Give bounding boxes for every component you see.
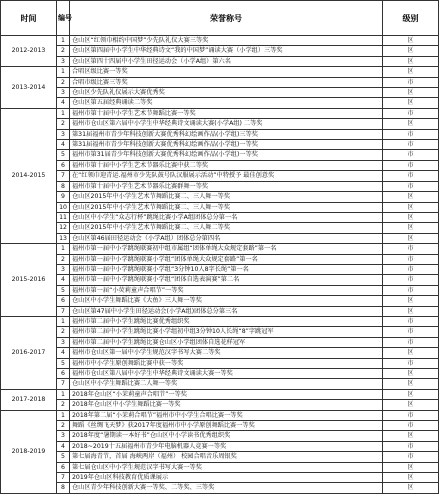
number-cell: 1: [57, 36, 70, 46]
level-cell: 市: [383, 254, 439, 264]
table-row: [1, 150, 439, 160]
honor-title-cell: 第七届海青节，首届 海峡两岸（福州） 校园合唱音乐周银奖: [70, 452, 383, 462]
year-cell: 2012-2013: [1, 36, 57, 67]
table-row: [1, 452, 439, 462]
level-cell: 市: [383, 77, 439, 87]
table-row: [1, 129, 439, 139]
level-cell: 市: [383, 410, 439, 420]
level-cell: 区: [383, 212, 439, 222]
number-cell: 8: [57, 483, 70, 493]
header-row: [1, 1, 439, 36]
number-cell: 3: [57, 56, 70, 66]
honor-title-cell: 第31届福州市青少年科技创新大赛优秀科幻绘画作品(小学组)三等奖: [70, 129, 383, 139]
number-cell: 9: [57, 192, 70, 202]
table-row: [1, 46, 439, 56]
honor-title-cell: 仓山区第四十四届中小学生田径运动会（小学A组）第六名: [70, 56, 383, 66]
honor-title-cell: 福州市第一届中小学跳绳联赛小学组“3分钟10人8字长绳”第一名: [70, 264, 383, 274]
level-cell: 区: [383, 369, 439, 379]
header-time: 时间: [1, 1, 57, 36]
number-cell: 3: [57, 88, 70, 98]
level-cell: 区: [383, 462, 439, 472]
honor-title-cell: 仓山区第47届中小学生田径运动会(小学A组)团体总分第三名: [70, 306, 383, 316]
table-row: [1, 98, 439, 108]
table-row: [1, 36, 439, 46]
honor-title-cell: 仓山区2015年中小学生艺术节舞蹈比赛二、三人舞一等奖: [70, 202, 383, 212]
level-cell: 区: [383, 233, 439, 243]
table-row: [1, 348, 439, 358]
table-row: [1, 421, 439, 431]
honor-title-cell: 福州市仓山区第八届中小学生中华经典诗文诵读大赛一等奖: [70, 369, 383, 379]
table-row: [1, 254, 439, 264]
number-cell: 6: [57, 160, 70, 170]
table-row: [1, 233, 439, 243]
number-cell: 5: [57, 452, 70, 462]
year-cell: 2017-2018: [1, 389, 57, 410]
honor-title-cell: 仓山区青少年科技创新大赛一等奖、二等奖、三等奖: [70, 483, 383, 493]
honor-title-cell: 2018年度“暑期读一本好书”仓山区中小学读书优秀组织奖: [70, 431, 383, 441]
table-row: [1, 67, 439, 77]
table-row: [1, 400, 439, 410]
table-row: [1, 327, 439, 337]
table-row: [1, 483, 439, 493]
level-cell: 区: [383, 56, 439, 66]
table-row: [1, 410, 439, 420]
number-cell: 1: [57, 410, 70, 420]
level-cell: 区: [383, 473, 439, 483]
number-cell: 6: [57, 296, 70, 306]
table-row: [1, 462, 439, 472]
number-cell: 3: [57, 337, 70, 347]
level-cell: 市: [383, 275, 439, 285]
number-cell: 4: [57, 348, 70, 358]
level-cell: 市: [383, 358, 439, 368]
honor-title-cell: 第31届福州市青少年科技创新大赛优秀科幻绘画作品(小学组)一等奖: [70, 140, 383, 150]
honor-title-cell: 福州市第二届中小学生跳绳比赛仓山区小学组团体自选花样冠军: [70, 337, 383, 347]
header-number: 编号: [57, 1, 70, 36]
header-level: 级别: [383, 1, 439, 36]
level-cell: 市: [383, 337, 439, 347]
number-cell: 7: [57, 473, 70, 483]
honor-title-cell: 福州市第一届“小荧莉童声合唱节”一等奖: [70, 285, 383, 295]
number-cell: 4: [57, 98, 70, 108]
number-cell: 4: [57, 441, 70, 451]
honor-title-cell: 仓山区中小学生舞蹈比赛二人舞一等奖: [70, 379, 383, 389]
level-cell: 市: [383, 108, 439, 118]
level-cell: 区: [383, 36, 439, 46]
number-cell: 13: [57, 233, 70, 243]
level-cell: 区: [383, 98, 439, 108]
honor-title-cell: 仓山区2015年中小学生艺术节舞蹈比赛二、三人舞二等奖: [70, 223, 383, 233]
table-row: [1, 160, 439, 170]
number-cell: 1: [57, 389, 70, 399]
level-cell: 市: [383, 160, 439, 170]
honor-title-cell: 福州市第十届中小学生艺术节舞蹈比赛一等奖: [70, 108, 383, 118]
number-cell: 5: [57, 150, 70, 160]
year-cell: 2016-2017: [1, 316, 57, 389]
level-cell: 区: [383, 46, 439, 56]
honor-title-cell: 福州市第十届中小学生艺术节器乐比赛群舞一等奖: [70, 181, 383, 191]
table-row: [1, 181, 439, 191]
number-cell: 2: [57, 119, 70, 129]
level-cell: 区: [383, 67, 439, 77]
honor-title-cell: 仓山区第四届中小学生中华经典诗文“我的中国梦”诵读大赛（小学组）三等奖: [70, 46, 383, 56]
table-row: [1, 108, 439, 118]
header-honor-title: 荣誉称号: [70, 1, 383, 36]
year-cell: 2014-2015: [1, 108, 57, 243]
table-row: [1, 275, 439, 285]
table-row: [1, 223, 439, 233]
level-cell: 区: [383, 296, 439, 306]
table-row: [1, 88, 439, 98]
honor-title-cell: 2018年第二届“小茉莉合唱节”福州市中小学生合唱比赛一等奖: [70, 410, 383, 420]
honor-title-cell: 福州市第一届中小学跳绳联赛小学组“团体自选表演赛”第二名: [70, 275, 383, 285]
table-row: [1, 285, 439, 295]
number-cell: 3: [57, 264, 70, 274]
number-cell: 3: [57, 431, 70, 441]
honor-title-cell: 福州市仓山区第六届中小学生中华经典诗文诵读大赛(小学A组) 二等奖: [70, 119, 383, 129]
table-row: [1, 56, 439, 66]
honor-title-cell: 合唱区级比赛一等奖: [70, 67, 383, 77]
number-cell: 6: [57, 369, 70, 379]
level-cell: 市: [383, 140, 439, 150]
honor-title-cell: 2018年仓山区“小茉莉童声合唱节”一等奖: [70, 389, 383, 399]
number-cell: 11: [57, 212, 70, 222]
honor-title-cell: 福州市仓山区第一届中小学生规范汉字书写大赛二等奖: [70, 348, 383, 358]
number-cell: 1: [57, 108, 70, 118]
level-cell: 区: [383, 202, 439, 212]
level-cell: 市: [383, 441, 439, 451]
level-cell: 区: [383, 483, 439, 493]
number-cell: 5: [57, 358, 70, 368]
honor-title-cell: 在“红领巾迎青运.福州市少先队鼓号队汉服展示活动”中特授予 最佳创意奖: [70, 171, 383, 181]
level-cell: 区: [383, 88, 439, 98]
number-cell: 6: [57, 462, 70, 472]
number-cell: 7: [57, 171, 70, 181]
level-cell: 区: [383, 306, 439, 316]
level-cell: 区: [383, 119, 439, 129]
number-cell: 10: [57, 202, 70, 212]
honor-title-cell: 仓山区第五届经典诵读二等奖: [70, 98, 383, 108]
level-cell: 区: [383, 223, 439, 233]
table-row: [1, 316, 439, 326]
level-cell: 市: [383, 264, 439, 274]
level-cell: 市: [383, 129, 439, 139]
year-cell: 2015-2016: [1, 244, 57, 317]
honor-title-cell: 2018~2019十五届福州市青少年电脑机器人竞赛一等奖: [70, 441, 383, 451]
honor-title-cell: 舞蹈《丝绸飞天梦》获2017年度福州市中小学原创舞蹈比赛一等奖: [70, 421, 383, 431]
honor-title-cell: 福州市第十届中小学生艺术节器乐比赛中获二等奖: [70, 160, 383, 170]
year-cell: 2018-2019: [1, 410, 57, 493]
year-cell: 2013-2014: [1, 67, 57, 109]
table-row: [1, 431, 439, 441]
number-cell: 2: [57, 327, 70, 337]
table-row: [1, 358, 439, 368]
number-cell: 1: [57, 244, 70, 254]
number-cell: 2: [57, 46, 70, 56]
number-cell: 2: [57, 77, 70, 87]
honor-title-cell: 福州市第31届青少年科技创新大赛优秀科幻绘画作品(小学组)一等奖: [70, 150, 383, 160]
level-cell: 市: [383, 181, 439, 191]
honor-title-cell: 福州市中小学生原创舞蹈比赛中获一等奖: [70, 358, 383, 368]
number-cell: 1: [57, 67, 70, 77]
table-row: [1, 306, 439, 316]
number-cell: 3: [57, 129, 70, 139]
table-row: [1, 77, 439, 87]
level-cell: 区: [383, 389, 439, 399]
table-row: [1, 473, 439, 483]
table-row: [1, 119, 439, 129]
level-cell: 市: [383, 244, 439, 254]
number-cell: 1: [57, 316, 70, 326]
table-row: [1, 212, 439, 222]
honor-title-cell: 仓山区2015年中小学生艺术节舞蹈比赛二、三人舞一等奖: [70, 192, 383, 202]
table-row: [1, 140, 439, 150]
level-cell: 区: [383, 400, 439, 410]
table-row: [1, 171, 439, 181]
number-cell: 2: [57, 421, 70, 431]
number-cell: 5: [57, 285, 70, 295]
honor-title-cell: 合唱市级比赛三等奖: [70, 77, 383, 87]
level-cell: 区: [383, 192, 439, 202]
number-cell: 4: [57, 140, 70, 150]
table-row: [1, 296, 439, 306]
honor-title-cell: 福州市第一届中小学跳绳联赛小学组“团体单绳大众规定套路”第一名: [70, 254, 383, 264]
number-cell: 4: [57, 275, 70, 285]
level-cell: 区: [383, 431, 439, 441]
table-row: [1, 337, 439, 347]
level-cell: 区: [383, 348, 439, 358]
table-row: [1, 441, 439, 451]
table-body: [1, 36, 439, 494]
honor-title-cell: 2018年仓山区中小学生舞蹈比赛一等奖: [70, 400, 383, 410]
level-cell: 市: [383, 327, 439, 337]
table-row: [1, 244, 439, 254]
table-row: [1, 192, 439, 202]
honor-title-cell: 仓山区少先队礼仪展示大赛优秀奖: [70, 88, 383, 98]
level-cell: 市: [383, 285, 439, 295]
table-row: [1, 379, 439, 389]
number-cell: 8: [57, 181, 70, 191]
honor-title-cell: 福州市第二届中小学生跳绳比赛小学组初中组3分钟10人长绳“8”字跳冠军: [70, 327, 383, 337]
honor-title-cell: 第七届仓山区中小学生规范汉字书写大赛一等奖: [70, 462, 383, 472]
number-cell: 7: [57, 379, 70, 389]
level-cell: 市: [383, 452, 439, 462]
number-cell: 12: [57, 223, 70, 233]
table-row: [1, 389, 439, 399]
honor-title-cell: 福州市第一届中小学跳绳联赛初中组市属组“团体单绳大众规定套路”第一名: [70, 244, 383, 254]
number-cell: 2: [57, 400, 70, 410]
number-cell: 7: [57, 306, 70, 316]
honor-title-cell: 仓山区中小学生舞蹈比赛《大鱼》三人舞一等奖: [70, 296, 383, 306]
level-cell: 市: [383, 316, 439, 326]
honor-title-cell: 2019年仓山区科技教育优质课展示: [70, 473, 383, 483]
honor-title-cell: 仓山区“红领巾相约中国梦”少先队礼仪大赛三等奖: [70, 36, 383, 46]
level-cell: 区: [383, 379, 439, 389]
honor-title-cell: 仓山区中小学生“众志行杯”跳绳比赛小学A组团体总分第一名: [70, 212, 383, 222]
level-cell: 市: [383, 421, 439, 431]
number-cell: 2: [57, 254, 70, 264]
table-row: [1, 202, 439, 212]
honor-title-cell: 仓山区第46届田径运动会（小学A组）团体总分第四名: [70, 233, 383, 243]
table-row: [1, 369, 439, 379]
level-cell: 市: [383, 150, 439, 160]
honor-title-cell: 福州市第二届中小学生跳绳比赛优秀组织奖: [70, 316, 383, 326]
level-cell: 市: [383, 171, 439, 181]
table-row: [1, 264, 439, 274]
